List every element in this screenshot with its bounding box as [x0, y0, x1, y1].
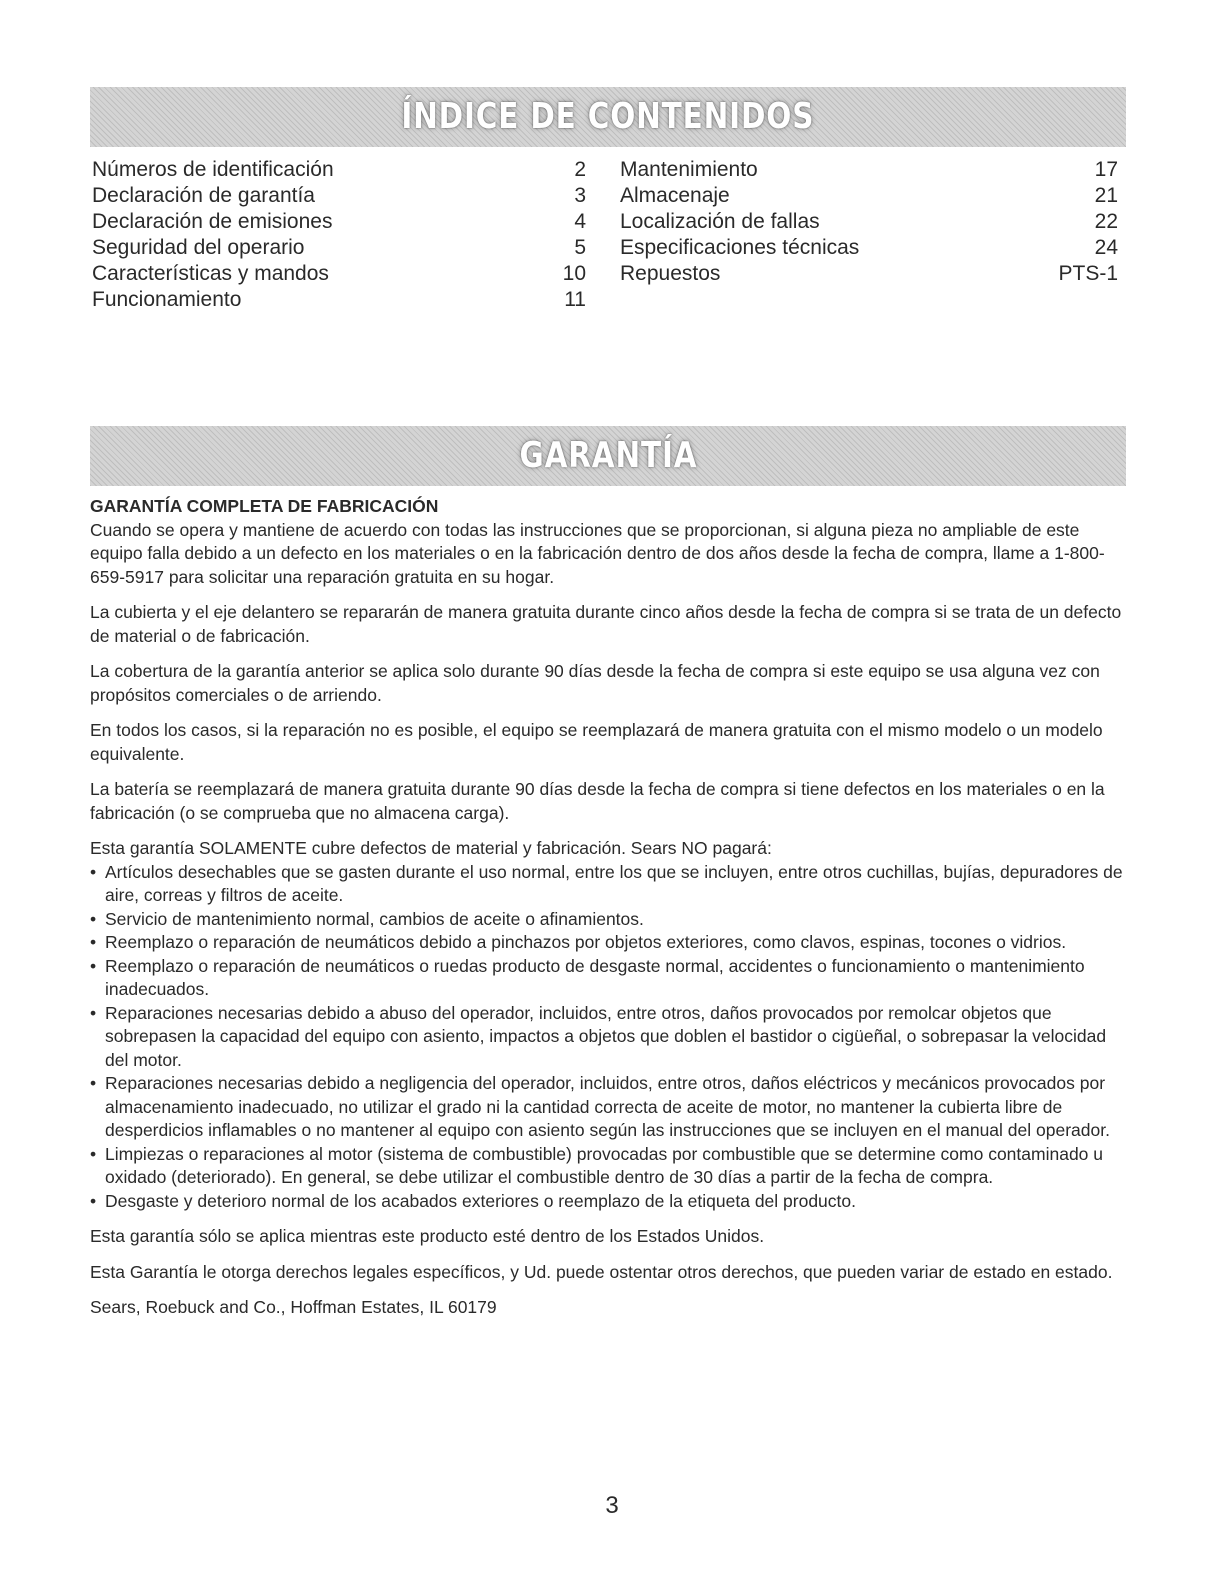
exclusion-item: • Reemplazo o reparación de neumáticos o ruedas producto de desgaste normal, accidentes o funcionamiento o mantenimiento inadecuados.	[90, 955, 1130, 1002]
toc-entry-label: Seguridad del operario	[92, 236, 305, 259]
exclusions-list	[90, 861, 1130, 1214]
warranty-heading: GARANTÍA COMPLETA DE FABRICACIÓN	[90, 496, 439, 516]
closing-paragraph: Esta Garantía le otorga derechos legales específicos, y Ud. puede ostentar otros derechos, que pueden variar de estado en estado.	[90, 1261, 1113, 1282]
toc-entry	[620, 261, 1118, 287]
toc-entry	[92, 287, 586, 313]
toc-entry-label: Repuestos	[620, 262, 721, 285]
warranty-paragraph: La batería se reemplazará de manera gratuita durante 90 días desde la fecha de compra si tiene defectos en los materiales o en la fabricación (o se comprueba que no almacena carga).	[90, 779, 1105, 823]
page-number: 3	[605, 1492, 619, 1519]
exclusion-item: • Artículos desechables que se gasten durante el uso normal, entre los que se incluyen, entre otros cuchillas, bujías, depuradores de aire, correas y filtros de aceite.	[90, 861, 1130, 908]
toc-entry-label: Declaración de garantía	[92, 184, 315, 207]
toc-entry-label: Mantenimiento	[620, 158, 758, 181]
toc-right-column	[620, 157, 1118, 287]
toc-entry-label: Declaración de emisiones	[92, 210, 333, 233]
warranty-header-banner	[90, 426, 1126, 486]
toc-entry-label: Características y mandos	[92, 262, 329, 285]
toc-entry-label: Almacenaje	[620, 184, 730, 207]
closing-paragraph: Esta garantía sólo se aplica mientras este producto esté dentro de los Estados Unidos.	[90, 1226, 765, 1246]
toc-entry	[620, 209, 1118, 235]
toc-entry-page: PTS-1	[1058, 262, 1118, 285]
toc-header-banner	[90, 87, 1126, 147]
warranty-paragraph: En todos los casos, si la reparación no es posible, el equipo se reemplazará de manera gratuita con el mismo modelo o un modelo equivalente.	[90, 720, 1103, 764]
toc-entry	[92, 235, 586, 261]
toc-entry-page: 17	[1094, 158, 1118, 181]
exclusion-item: • Limpiezas o reparaciones al motor (sistema de combustible) provocadas por combustible que se determine como contaminado u oxidado (deteriorado). En general, se debe utilizar el combustible dentro de 30 días a partir de la fecha de compra.	[90, 1143, 1130, 1190]
toc-entry	[92, 157, 586, 183]
toc-entry-page: 3	[574, 184, 586, 207]
warranty-title: GARANTÍA	[519, 435, 697, 476]
toc-entry-page: 11	[564, 288, 586, 311]
toc-entry-page: 21	[1094, 184, 1118, 207]
toc-entry-label: Funcionamiento	[92, 288, 242, 311]
toc-entry-page: 24	[1094, 236, 1118, 259]
warranty-paragraph: La cobertura de la garantía anterior se aplica solo durante 90 días desde la fecha de compra si este equipo se usa alguna vez con propósitos comerciales o de arriendo.	[90, 661, 1100, 705]
toc-entry	[620, 157, 1118, 183]
toc-entry-label: Especificaciones técnicas	[620, 236, 860, 259]
toc-entry-page: 10	[562, 262, 586, 285]
toc-entry-label: Localización de fallas	[620, 210, 820, 233]
toc-entry-page: 4	[574, 210, 586, 233]
company-address: Sears, Roebuck and Co., Hoffman Estates, IL 60179	[90, 1297, 497, 1317]
toc-entry	[92, 209, 586, 235]
toc-entry	[92, 261, 586, 287]
toc-title: ÍNDICE DE CONTENIDOS	[401, 96, 815, 137]
toc-entry-page: 5	[574, 236, 586, 259]
exclusions-intro: Esta garantía SOLAMENTE cubre defectos de material y fabricación. Sears NO pagará:	[90, 838, 772, 858]
toc-entry-page: 2	[574, 158, 586, 181]
exclusion-item: • Reemplazo o reparación de neumáticos debido a pinchazos por objetos exteriores, como clavos, espinas, tocones o vidrios.	[90, 931, 1130, 955]
toc-entry	[92, 183, 586, 209]
toc-left-column	[92, 157, 586, 313]
warranty-section	[90, 495, 1130, 1332]
exclusion-item: • Reparaciones necesarias debido a negligencia del operador, incluidos, entre otros, daños eléctricos y mecánicos provocados por almacenamiento inadecuado, no utilizar el grado ni la cantidad correcta de aceite de motor, no mantener la cubierta libre de desperdicios inflamables o no mantener al equipo con asiento según las instrucciones que se incluyen en el manual del operador.	[90, 1072, 1130, 1143]
toc-entry-label: Números de identificación	[92, 158, 334, 181]
exclusion-item: • Servicio de mantenimiento normal, cambios de aceite o afinamientos.	[90, 908, 1130, 932]
exclusion-item: • Reparaciones necesarias debido a abuso del operador, incluidos, entre otros, daños provocados por remolcar objetos que sobrepasen la capacidad del equipo con asiento, impactos a objetos que doblen el bastidor o cigüeñal, o sobrepasar la velocidad del motor.	[90, 1002, 1130, 1073]
toc-entry	[620, 183, 1118, 209]
toc-entry	[620, 235, 1118, 261]
warranty-paragraph: La cubierta y el eje delantero se repararán de manera gratuita durante cinco años desde la fecha de compra si se trata de un defecto de material o de fabricación.	[90, 602, 1122, 646]
exclusion-item: • Desgaste y deterioro normal de los acabados exteriores o reemplazo de la etiqueta del producto.	[90, 1190, 1130, 1214]
toc-entry-page: 22	[1094, 210, 1118, 233]
warranty-paragraph: Cuando se opera y mantiene de acuerdo con todas las instrucciones que se proporcionan, si alguna pieza no ampliable de este equipo falla debido a un defecto en los materiales o en la fabricación dentro de dos años desde la fecha de compra, llame a 1-800-659-5917 para solicitar una reparación gratuita en su hogar.	[90, 519, 1105, 587]
